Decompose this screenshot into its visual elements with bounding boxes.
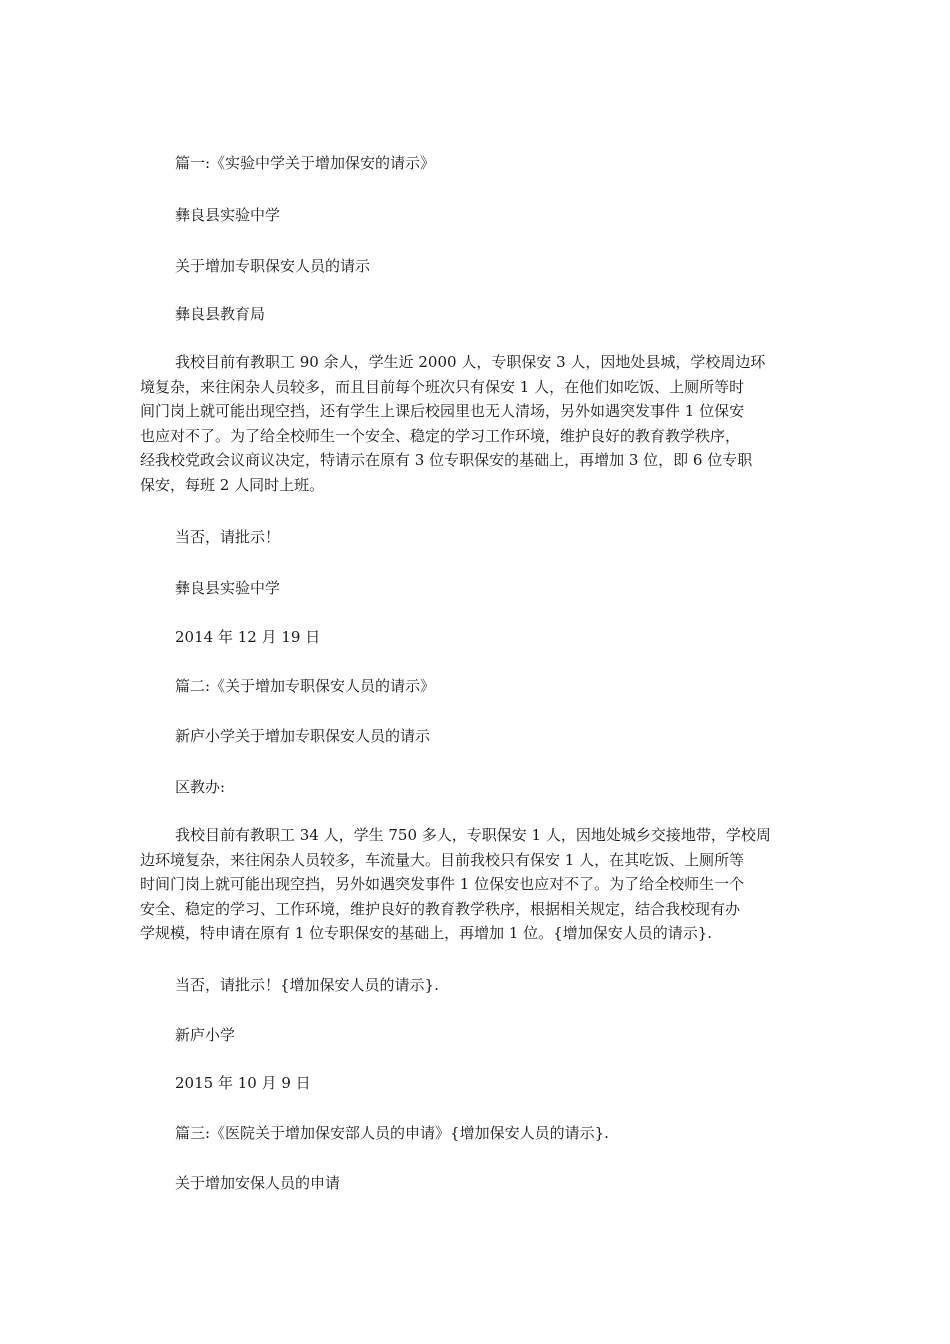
section-two-title: 新庐小学关于增加专职保安人员的请示 <box>175 727 431 745</box>
body-line: 也应对不了。为了给全校师生一个安全、稳定的学习工作环境，维护良好的教育教学秩序， <box>140 426 741 445</box>
body-line: 时间门岗上就可能出现空挡，另外如遇突发事件 1 位保安也应对不了。为了给全校师生一个 <box>140 875 745 894</box>
body-line: 我校目前有教职工 34 人，学生 750 多人，专职保安 1 人，因地处城乡交接地带，学校周 <box>175 826 771 844</box>
body-line: 边环境复杂，来往闲杂人员较多，车流量大。目前我校只有保安 1 人，在其吃饭、上厕所等 <box>140 850 745 869</box>
section-two-recipient: 区教办: <box>175 778 226 796</box>
section-two-heading: 篇二:《关于增加专职保安人员的请示》 <box>175 677 436 695</box>
body-line: 学规模，特申请在原有 1 位专职保安的基础上，再增加 1 位。{增加保安人员的请示}. <box>140 924 713 943</box>
section-one-body <box>140 350 812 498</box>
section-one-organization: 彝良县实验中学 <box>175 206 281 224</box>
section-one-closing: 当否，请批示！ <box>175 528 281 546</box>
section-two-date: 2015 年 10 月 9 日 <box>175 1074 311 1092</box>
section-three-heading: 篇三:《医院关于增加保安部人员的申请》{增加保安人员的请示}. <box>175 1124 609 1142</box>
section-two-signature: 新庐小学 <box>175 1026 236 1044</box>
section-two-closing: 当否，请批示！{增加保安人员的请示}. <box>175 976 439 994</box>
body-line: 安全、稳定的学习、工作环境，维护良好的教育教学秩序，根据相关规定，结合我校现有办 <box>140 899 741 918</box>
section-two-body <box>140 823 812 946</box>
body-line: 间门岗上就可能出现空挡，还有学生上课后校园里也无人清场，另外如遇突发事件 1 位保安 <box>140 402 745 421</box>
section-one-title: 关于增加专职保安人员的请示 <box>175 257 371 275</box>
section-one-heading: 篇一:《实验中学关于增加保安的请示》 <box>175 154 436 172</box>
section-one-signature: 彝良县实验中学 <box>175 579 281 597</box>
section-three-title: 关于增加安保人员的申请 <box>175 1174 341 1192</box>
body-line: 经我校党政会议商议决定，特请示在原有 3 位专职保安的基础上，再增加 3 位，即 6 位专职 <box>140 451 753 470</box>
body-line: 境复杂，来往闲杂人员较多，而且目前每个班次只有保安 1 人，在他们如吃饭、上厕所等时 <box>140 377 745 396</box>
body-line: 保安，每班 2 人同时上班。 <box>140 475 325 494</box>
section-one-recipient: 彝良县教育局 <box>175 305 266 323</box>
section-one-date: 2014 年 12 月 19 日 <box>175 628 321 646</box>
body-line: 我校目前有教职工 90 余人，学生近 2000 人，专职保安 3 人，因地处县城，学校周边环 <box>175 353 766 371</box>
